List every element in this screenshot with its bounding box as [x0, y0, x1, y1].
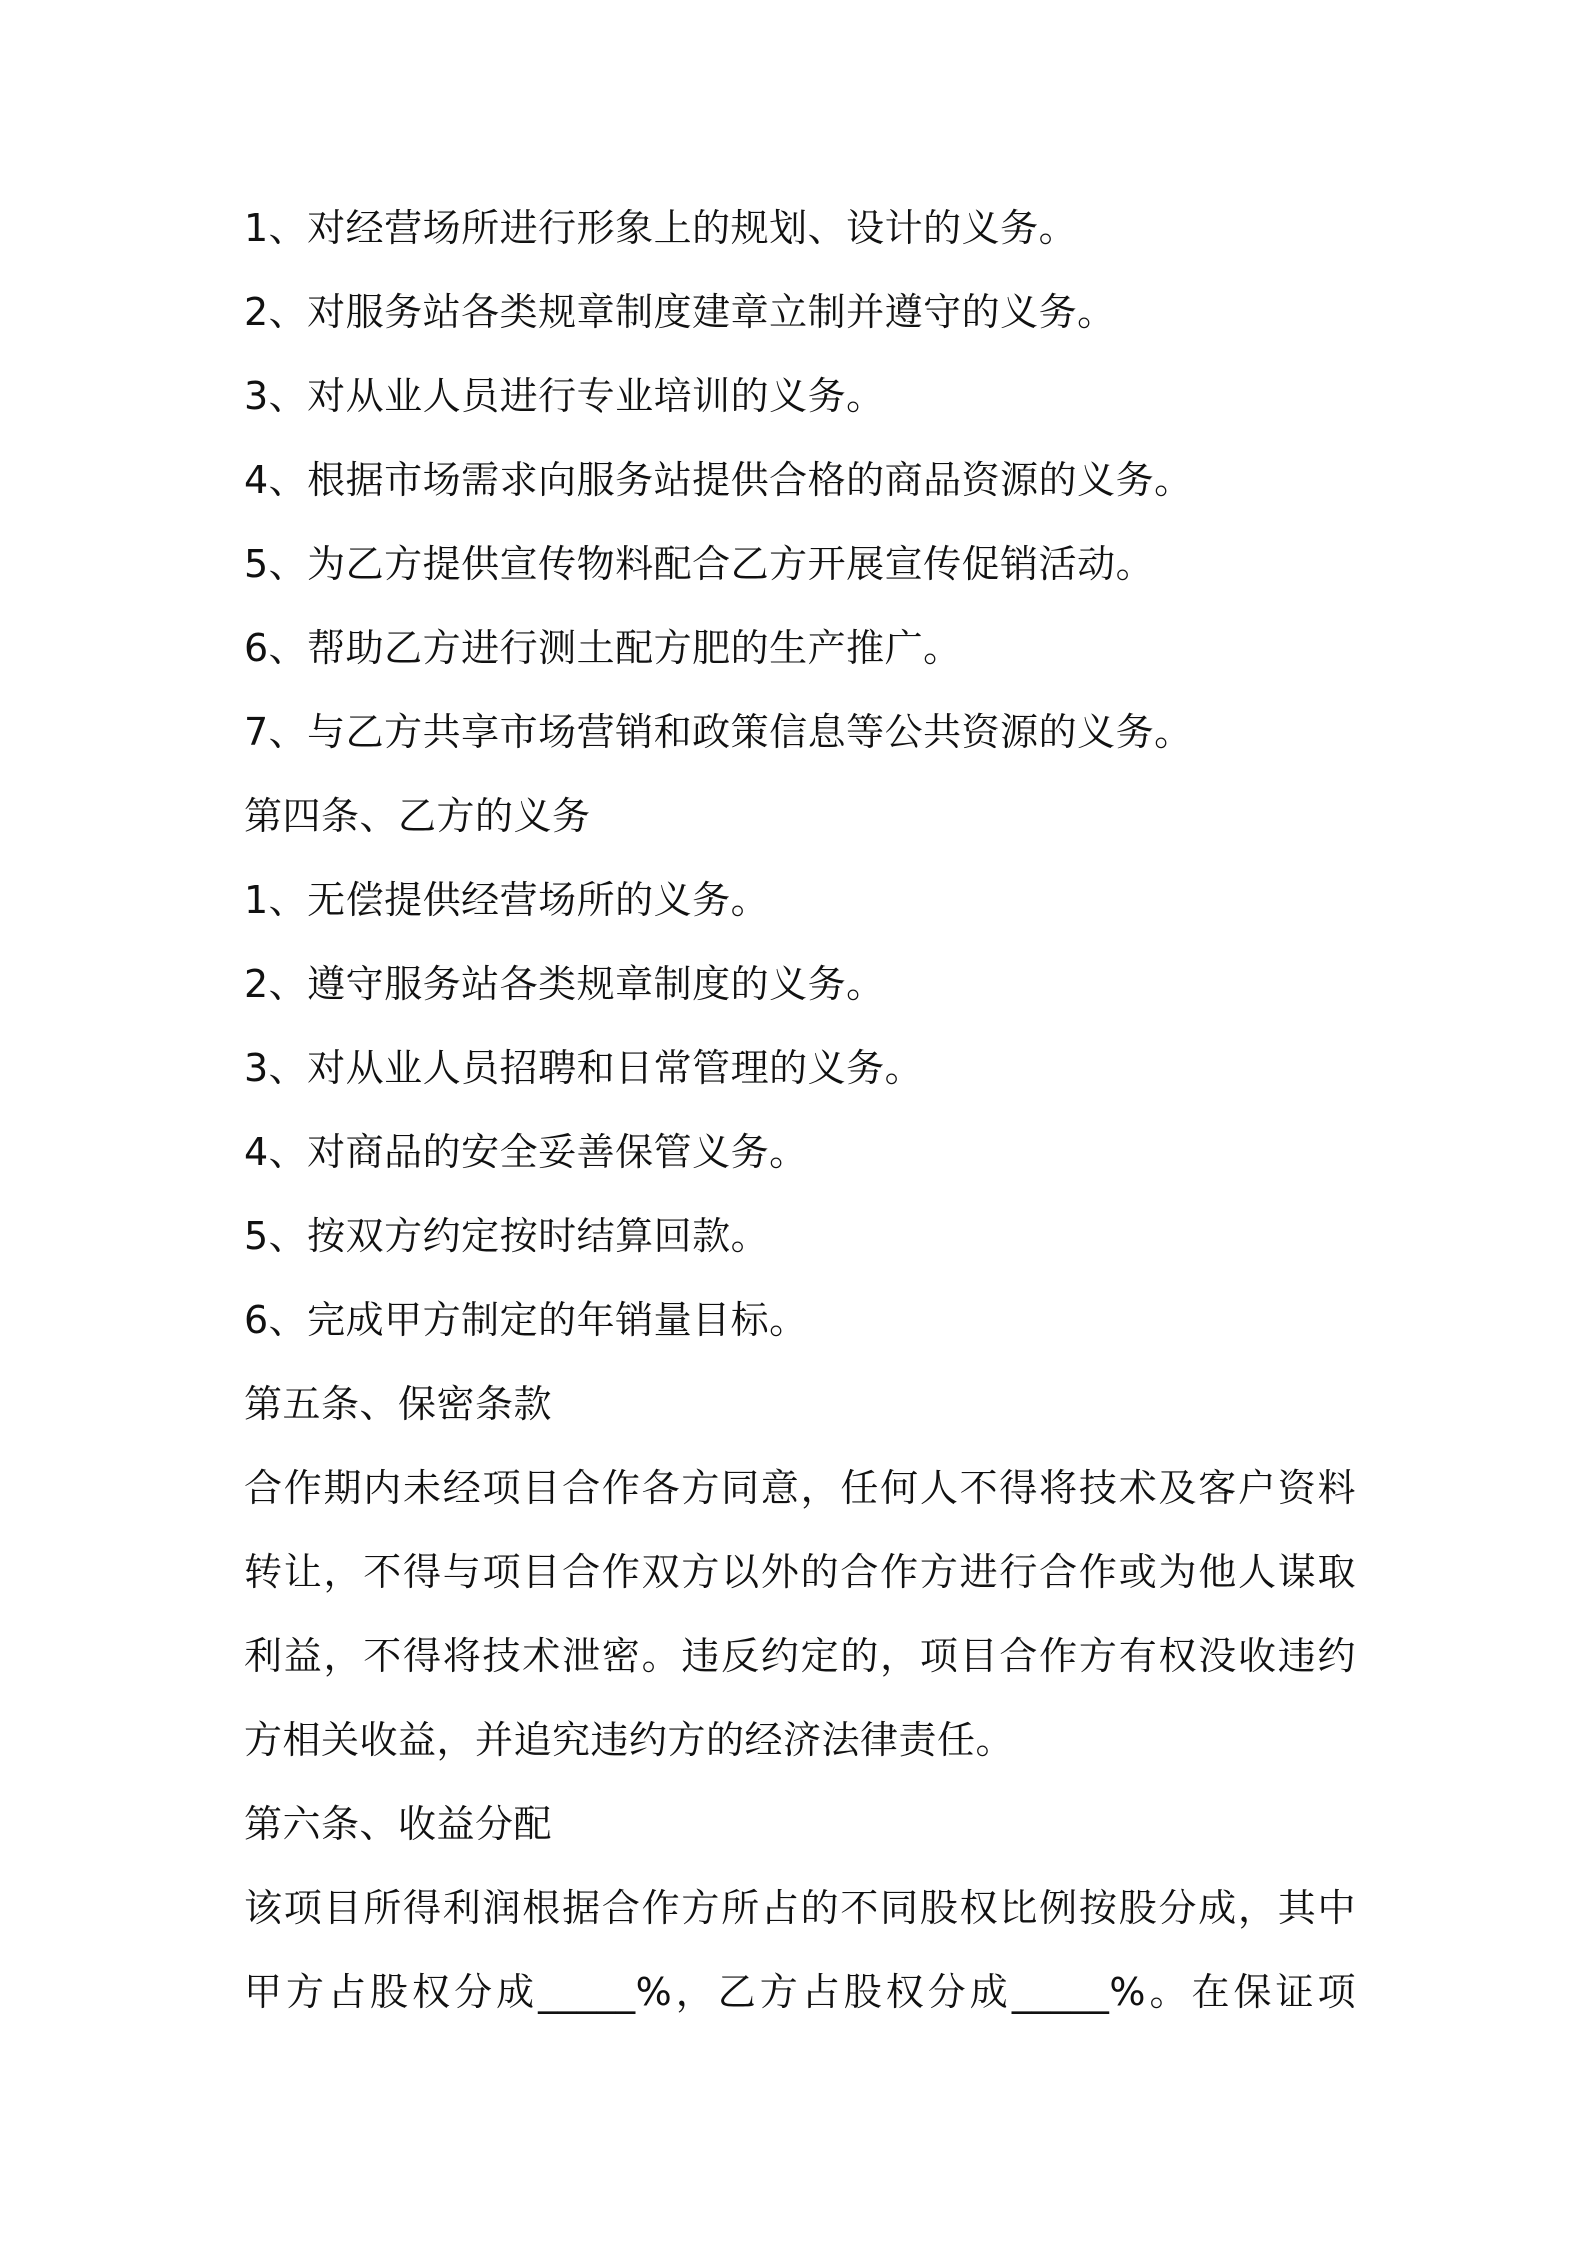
party-b-obligation-item: 5、按双方约定按时结算回款。: [244, 1214, 770, 1258]
party-a-obligation-item: 2、对服务站各类规章制度建章立制并遵守的义务。: [244, 290, 1116, 334]
party-a-obligation-item: 5、为乙方提供宣传物料配合乙方开展宣传促销活动。: [244, 542, 1155, 586]
party-a-obligation-item: 6、帮助乙方进行测土配方肥的生产推广。: [244, 626, 962, 670]
party-a-obligation-item: 3、对从业人员进行专业培训的义务。: [244, 374, 885, 418]
party-a-obligation-item: 7、与乙方共享市场营销和政策信息等公共资源的义务。: [244, 710, 1193, 754]
article-5-paragraph-line: 方相关收益，并追究违约方的经济法律责任。: [244, 1718, 1015, 1762]
article-6-paragraph-line: 甲方占股权分成_____%，乙方占股权分成_____%。在保证项: [244, 1970, 1356, 2014]
article-5-paragraph-line: 转让，不得与项目合作双方以外的合作方进行合作或为他人谋取: [244, 1550, 1356, 1594]
party-b-obligation-item: 1、无偿提供经营场所的义务。: [244, 878, 770, 922]
article-6-heading: 第六条、收益分配: [244, 1802, 553, 1846]
article-6-paragraph-line: 该项目所得利润根据合作方所占的不同股权比例按股分成，其中: [244, 1886, 1356, 1930]
party-b-obligation-item: 3、对从业人员招聘和日常管理的义务。: [244, 1046, 924, 1090]
article-4-heading: 第四条、乙方的义务: [244, 794, 591, 838]
party-a-obligation-item: 1、对经营场所进行形象上的规划、设计的义务。: [244, 206, 1078, 250]
party-a-obligation-item: 4、根据市场需求向服务站提供合格的商品资源的义务。: [244, 458, 1193, 502]
article-5-paragraph-line: 利益，不得将技术泄密。违反约定的，项目合作方有权没收违约: [244, 1634, 1356, 1678]
article-5-heading: 第五条、保密条款: [244, 1382, 553, 1426]
party-b-obligation-item: 4、对商品的安全妥善保管义务。: [244, 1130, 808, 1174]
party-b-obligation-item: 2、遵守服务站各类规章制度的义务。: [244, 962, 885, 1006]
article-5-paragraph-line: 合作期内未经项目合作各方同意，任何人不得将技术及客户资料: [244, 1466, 1356, 1510]
party-b-obligation-item: 6、完成甲方制定的年销量目标。: [244, 1298, 808, 1342]
